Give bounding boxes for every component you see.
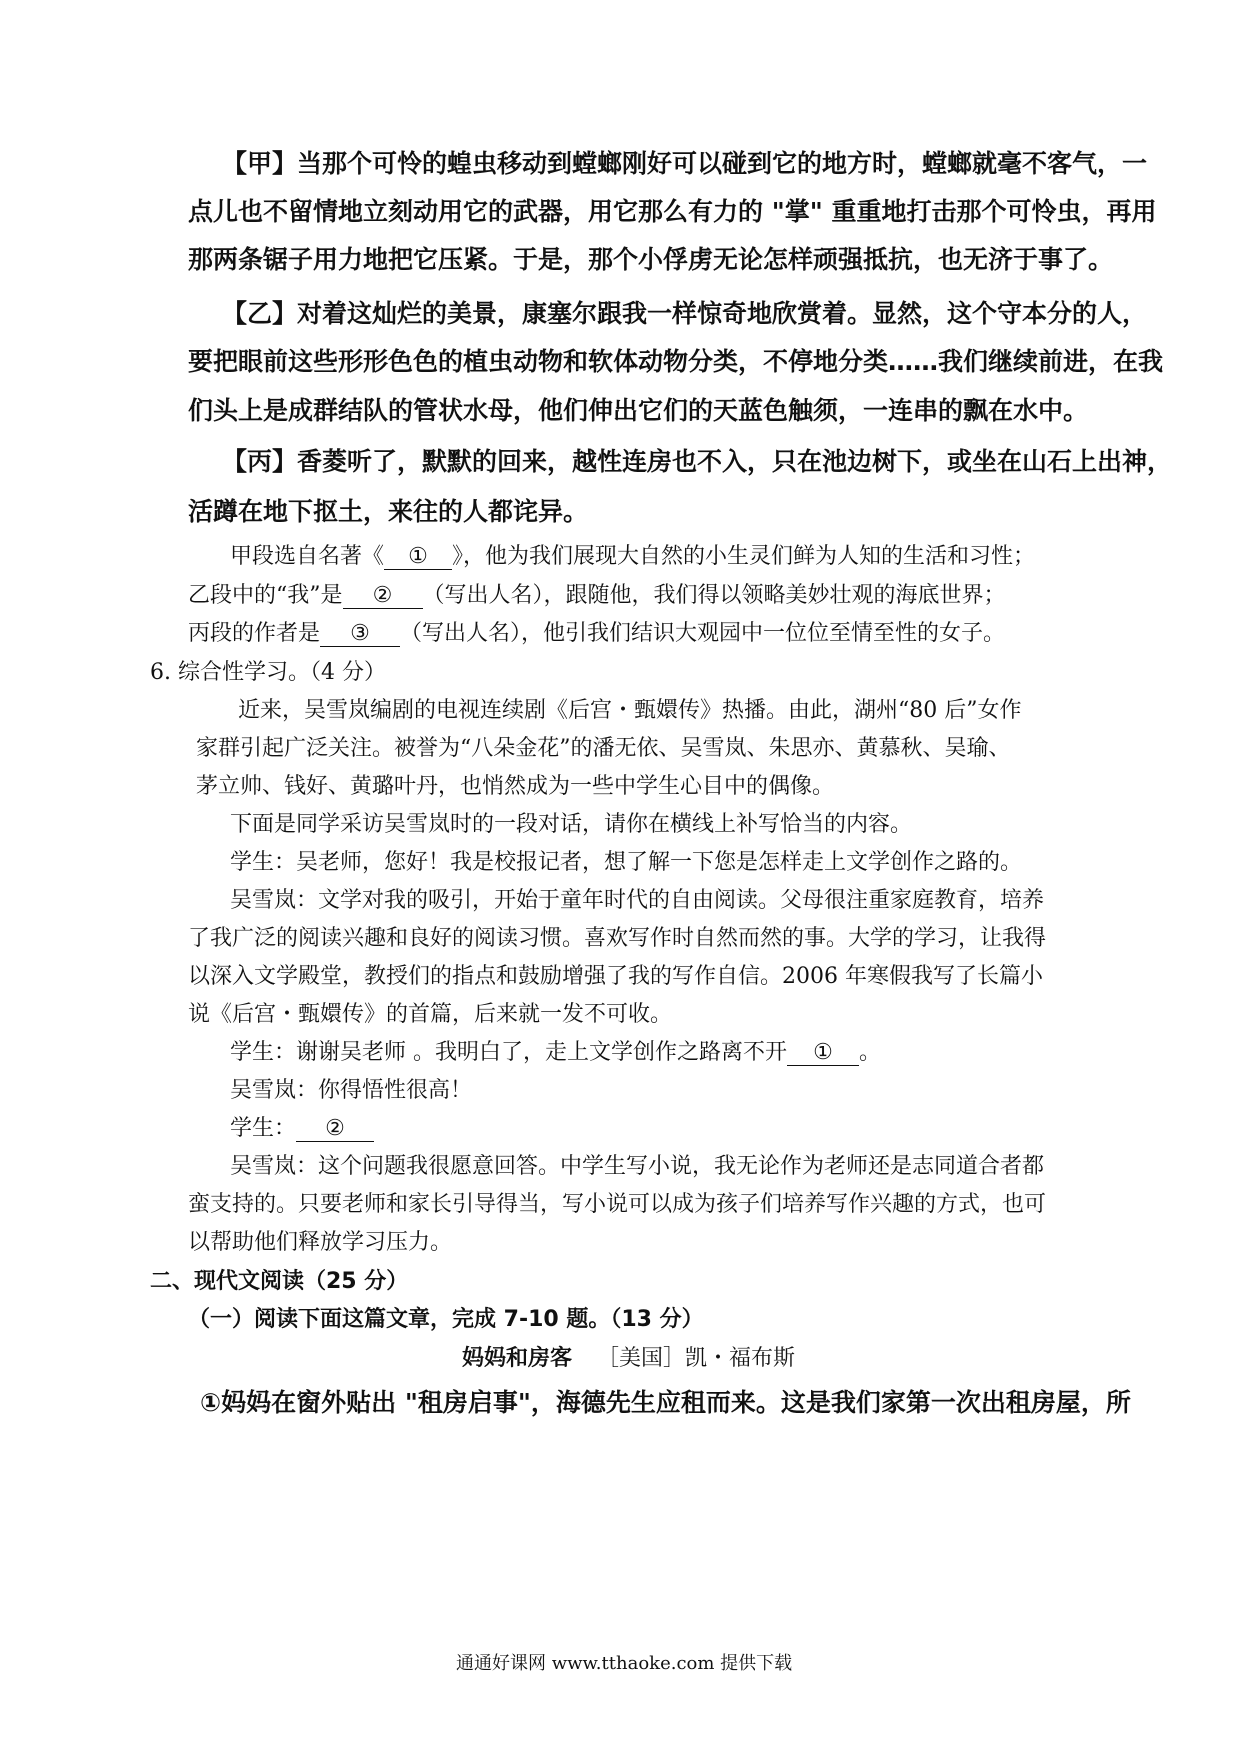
q5-line1-prefix: 甲段选自名著《 bbox=[230, 544, 385, 569]
q5-blank-1[interactable]: ① bbox=[384, 545, 452, 570]
article-title: 妈妈和房客 bbox=[462, 1346, 573, 1371]
passage-bing-line2: 活蹲在地下抠土，来往的人都诧异。 bbox=[188, 497, 589, 526]
section2-subtitle: （一）阅读下面这篇文章，完成 7-10 题。（13 分） bbox=[188, 1307, 704, 1332]
page-footer: 通通好课网 www.tthaoke.com 提供下载 bbox=[456, 1653, 793, 1674]
passage-jia-line2: 点儿也不留情地立刻动用它的武器，用它那么有力的 "掌" 重重地打击那个可怜虫，再用 bbox=[188, 197, 1157, 226]
passage-jia-line3: 那两条锯子用力地把它压紧。于是，那个小俘虏无论怎样顽强抵抗，也无济于事了。 bbox=[188, 245, 1114, 274]
q5-line2-prefix: 乙段中的“我”是 bbox=[188, 583, 343, 608]
q6-student-line2 bbox=[230, 1035, 881, 1066]
q6-blank-2[interactable]: ② bbox=[296, 1117, 374, 1142]
passage-jia-line1: 【甲】当那个可怜的蝗虫移动到螳螂刚好可以碰到它的地方时，螳螂就毫不客气，一 bbox=[222, 149, 1148, 178]
q6-student2-suffix: 。 bbox=[859, 1040, 882, 1065]
q6-wu-reply1-line2: 了我广泛的阅读兴趣和良好的阅读习惯。喜欢写作时自然而然的事。大学的学习，让我得 bbox=[188, 926, 1047, 951]
q6-student2-prefix: 学生：谢谢吴老师 。我明白了，走上文学创作之路离不开 bbox=[230, 1040, 787, 1065]
passage-yi-line3: 们头上是成群结队的管状水母，他们伸出它们的天蓝色触须，一连串的飘在水中。 bbox=[188, 396, 1089, 425]
section2-title: 二、现代文阅读（25 分） bbox=[150, 1269, 409, 1294]
passage-yi-line1: 【乙】对着这灿烂的美景，康塞尔跟我一样惊奇地欣赏着。显然，这个守本分的人， bbox=[222, 299, 1148, 328]
q6-wu-reply3-line3: 以帮助他们释放学习压力。 bbox=[188, 1230, 453, 1255]
q5-line3-prefix: 丙段的作者是 bbox=[188, 621, 321, 646]
q6-intro-line1: 近来，吴雪岚编剧的电视连续剧《后宫・甄嬛传》热播。由此，湖州“80 后”女作 bbox=[238, 698, 1022, 723]
article-heading bbox=[462, 1341, 795, 1372]
q6-wu-reply1-line1: 吴雪岚：文学对我的吸引，开始于童年时代的自由阅读。父母很注重家庭教育，培养 bbox=[230, 888, 1045, 913]
q6-student-line3 bbox=[230, 1111, 374, 1142]
q6-intro-line2: 家群引起广泛关注。被誉为“八朵金花”的潘无依、吴雪岚、朱思亦、黄慕秋、吴瑜、 bbox=[196, 736, 1011, 761]
q6-instruction: 下面是同学采访吴雪岚时的一段对话，请你在横线上补写恰当的内容。 bbox=[230, 812, 913, 837]
q5-line3 bbox=[188, 616, 1005, 647]
passage-bing-line1: 【丙】香菱听了，默默的回来，越性连房也不入，只在池边树下，或坐在山石上出神， bbox=[222, 447, 1173, 476]
q5-line2-suffix: （写出人名），跟随他，我们得以领略美妙壮观的海底世界； bbox=[422, 583, 1006, 608]
article-author: ［美国］凯・福布斯 bbox=[597, 1346, 796, 1371]
q6-student-line1: 学生：吴老师，您好！我是校报记者，想了解一下您是怎样走上文学创作之路的。 bbox=[230, 850, 1023, 875]
q5-line1 bbox=[230, 539, 1035, 570]
q5-line2 bbox=[188, 578, 1006, 609]
article-paragraph-1: ①妈妈在窗外贴出 "租房启事"，海德先生应租而来。这是我们家第一次出租房屋，所 bbox=[200, 1388, 1131, 1417]
q5-blank-2[interactable]: ② bbox=[343, 584, 423, 609]
q6-blank-1[interactable]: ① bbox=[787, 1041, 859, 1066]
q6-wu-reply1-line3: 以深入文学殿堂，教授们的指点和鼓励增强了我的写作自信。2006 年寒假我写了长篇小 bbox=[188, 964, 1043, 989]
q5-line1-suffix: 》，他为我们展现大自然的小生灵们鲜为人知的生活和习性； bbox=[452, 544, 1036, 569]
q6-wu-reply3-line2: 蛮支持的。只要老师和家长引导得当，写小说可以成为孩子们培养写作兴趣的方式，也可 bbox=[188, 1192, 1047, 1217]
q6-wu-reply1-line4: 说《后宫・甄嬛传》的首篇，后来就一发不可收。 bbox=[188, 1002, 673, 1027]
q6-wu-reply3-line1: 吴雪岚：这个问题我很愿意回答。中学生写小说，我无论作为老师还是志同道合者都 bbox=[230, 1154, 1045, 1179]
q6-wu-reply2: 吴雪岚：你得悟性很高！ bbox=[230, 1078, 473, 1103]
passage-yi-line2: 要把眼前这些形形色色的植虫动物和软体动物分类，不停地分类……我们继续前进，在我 bbox=[188, 347, 1164, 376]
q6-title: 6. 综合性学习。（4 分） bbox=[150, 660, 386, 685]
q5-line3-suffix: （写出人名），他引我们结识大观园中一位位至情至性的女子。 bbox=[400, 621, 1006, 646]
q6-student3-prefix: 学生： bbox=[230, 1116, 297, 1141]
q5-blank-3[interactable]: ③ bbox=[320, 622, 400, 647]
q6-intro-line3: 茅立帅、钱好、黄璐叶丹，也悄然成为一些中学生心目中的偶像。 bbox=[196, 774, 835, 799]
